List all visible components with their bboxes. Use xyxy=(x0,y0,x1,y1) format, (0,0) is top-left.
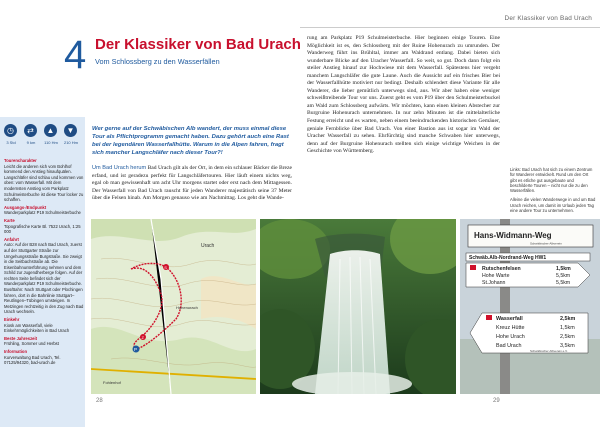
sign-destination: Bad Urach xyxy=(496,343,522,349)
sidebar-heading: Information xyxy=(4,349,28,354)
stat-distance: 9 km xyxy=(26,140,36,145)
header-rule xyxy=(300,27,600,28)
stat-descent: 210 Hm xyxy=(63,140,78,145)
page-number-left: 28 xyxy=(96,398,103,404)
map-label: Hohenurach xyxy=(176,305,198,310)
sign-footer: Schwäbischer Albverein e.V. xyxy=(530,349,568,353)
map-label: P xyxy=(134,347,138,352)
map-label: Z xyxy=(141,335,144,340)
sign-destination: St.Johann xyxy=(482,280,506,286)
tour-stats xyxy=(4,124,84,146)
sidebar-heading: Karte xyxy=(4,217,15,223)
waterfall-photo xyxy=(260,219,456,394)
signpost-graphic xyxy=(460,219,600,394)
sidebar-heading: Ausgangs-/Endpunkt xyxy=(4,204,47,210)
map-label: Fohlenhof xyxy=(103,380,121,385)
sign-route-label: Schwäb.Alb-Nordrand-Weg HW1 xyxy=(469,255,547,261)
body-text-left xyxy=(92,165,292,203)
body-left-text: Bad Urach gilt als der Ort, in dem ein schlauer Bäcker die Breze erfand, und ist geradezu perfekt für Langschläfertouren. Hier läuft einem nichts weg, egal ob man gewissenhaft um acht Uhr morgens startet oder erst nach dem Mittagessen. Der Wasserfall von Bad Urach rauscht für jeden Wanderer majestätisch seine 37 Meter über die Felsen hinab. Am Morgen genauso wie am Nachmittag. Los geht die Wande- xyxy=(92,165,293,202)
sign-distance: 1,5km xyxy=(556,266,571,272)
chapter-title: Der Klassiker von Bad Urach xyxy=(95,36,301,53)
body-text-right: rung am Parkplatz P19 Schulmeisterbuche. Hier beginnen einige Touren. Eine Möglichkeit ist es, den Schlossberg mit der Ruine Hohenurach zu umrunden. Der Wanderweg führt ins Brühltal, immer am Waldrand entlang. Dabei bieten sich wunderbare Blicke auf den Uracher Wasserfall. So weit, so gut. Doch dann folgt ein steiler Anstieg hinauf zur Hochwiese mit dem Wasserfall. Spätestens hier vergeht manchem Langschläfer die gute Laune. Auch die Aussicht auf ein frisches Bier bei der Wasserfallhütte motiviert nur bedingt. Deshalb schlendert diese Variante für alle Wanderer, die lieber gemütlich unterwegs sind, aus. Wir aber haben eine weniger schweißtreibende Tour vor uns. Zuerst geht es vom P19 über den Schulmeisterbuckel am Wald zum Schlossberg aufwärts. Wir möchten, kann einen kleinen Abstecher zur Burgruine Hohenurach unternehmen. In nur zehn Minuten ist die mittelalterliche Festung erreicht und es warten, neben einem beeindruckenden historischen Gemäuer, geniale Fernblicke über Bad Urach. Von einer Bastion aus ist sogar im Wald der Uracher Wasserfall zu sehen. Ehrfürchtig sind manche Schwaben hier unterwegs, denn auf der Burgruine Hohenurach stellten sich einige wichtige Weichen in der Geschichte von Württemberg. xyxy=(307,35,500,155)
caption-paragraph: Links: Bad Urach hat sich zu einem Zentrum für Wanderer entwickelt. Rund um den Ort gibt es etliche gut ausgebaute und beschilderte Touren – nicht nur die zu den Wasserfällen. xyxy=(510,167,593,194)
sidebar-heading: Anfahrt xyxy=(4,236,19,242)
sign-distance: 1,5km xyxy=(560,325,575,331)
ascent-icon: ▲ xyxy=(44,124,57,137)
sidebar-text xyxy=(4,156,84,366)
chapter-number: 4 xyxy=(64,33,87,77)
sidebar-heading: Tourencharakter xyxy=(4,158,37,163)
running-header: Der Klassiker von Bad Urach xyxy=(504,15,592,22)
route-map xyxy=(91,219,256,394)
sign-top-label: Hans-Widmann-Weg xyxy=(474,231,552,240)
sign-top-sub: Schwäbischer Albverein xyxy=(530,241,562,246)
route-icon: ⇄ xyxy=(24,124,37,137)
sidebar-paragraph: Wanderparkplatz P19 Schulmeisterbuche xyxy=(4,210,81,216)
sign-distance: 5,5km xyxy=(556,273,571,279)
sidebar-paragraph: Frühling, Sommer und Herbst xyxy=(4,341,59,347)
sign-destination: Hohe Warte xyxy=(482,273,510,279)
sidebar-heading: Einkehr xyxy=(4,317,20,323)
sidebar-paragraph: Kurverwaltung Bad Urach, Tel. 07125/94320, bad-urach.de xyxy=(4,354,61,366)
photo-caption xyxy=(510,167,596,213)
sign-destination: Hohe Urach xyxy=(496,334,525,340)
waterfall-graphic xyxy=(260,219,456,394)
sidebar-paragraph: Auto: Auf der B28 nach Bad Urach, zuerst auf der Stuttgarter Straße zur Umgehungsstraße Burgstraße. Sie zweigt in die Seitbachstraße ab. Die Eisenbahnunterführung nehmen und dem Schild zur Jugendherberge folgen. Auf der rechten Seite befindet sich der Wanderparkplatz P19 Schulmeisterbuche. Bus/Bahn: Nach Stuttgart oder Plochingen fahren, dort in die Bahnlinie Stuttgart–Reutlingen–Tübingen umsteigen. In Metzingen rechtzeitig in den Zug nach Bad Urach wechseln. xyxy=(4,242,84,315)
sidebar-paragraph: Kiosk am Wasserfall, viele Einkehrmöglichkeiten in Bad Urach xyxy=(4,322,70,334)
sign-destination: Wasserfall xyxy=(496,316,523,322)
body-lead: Um Bad Urach herum xyxy=(92,165,147,171)
clock-icon: ◷ xyxy=(4,124,17,137)
sign-distance: 2,5km xyxy=(560,334,575,340)
caption-paragraph: Alleine die vielen Wanderwege in und um Bad Urach reichen, um damit im Urlaub jeden Tag eine andere Tour zu unternehmen. xyxy=(510,197,596,214)
sign-distance: 5,5km xyxy=(556,280,571,286)
signpost-photo xyxy=(460,219,600,394)
sign-distance: 2,5km xyxy=(560,316,576,322)
map-label: S xyxy=(164,265,167,270)
stat-duration: 3 Std xyxy=(6,140,16,145)
sign-distance: 3,5km xyxy=(560,343,575,349)
map-graphic xyxy=(91,219,256,394)
chapter-subtitle: Vom Schlossberg zu den Wasserfällen xyxy=(95,57,220,66)
sidebar-paragraph: Leicht die anderen sich vom Bohlhof kommend den Anstieg hinaufquälen. Langschläfer sind schlau und kommen von oben: vom Wasserfall. Mit dem modernsten Anstieg vom Parkplatz Schulmeisterbuche ist diese Tour locker zu schaffen. xyxy=(4,163,84,203)
descent-icon: ▼ xyxy=(64,124,77,137)
stat-ascent: 110 Hm xyxy=(44,140,58,145)
page-number-right: 29 xyxy=(493,398,500,404)
sidebar-heading: Beste Jahreszeit xyxy=(4,335,38,341)
map-label: Urach xyxy=(201,243,215,249)
sign-destination: Kreuz Hütte xyxy=(496,325,525,331)
sign-destination: Rutschenfelsen xyxy=(482,266,521,272)
intro-paragraph: Wer gerne auf der Schwäbischen Alb wandert, der muss einmal diese Tour als Pflichtprogramm gemacht haben. Dazu gehört auch eine Rast bei der legendären Wasserfallhütte. Warum in die Alpen fahren, fragt sich mancher Langschläfer nach dieser Tour?! xyxy=(92,126,289,157)
sidebar-paragraph: Topografische Karte Bl. 7522 Urach, 1:25 000 xyxy=(4,223,81,235)
